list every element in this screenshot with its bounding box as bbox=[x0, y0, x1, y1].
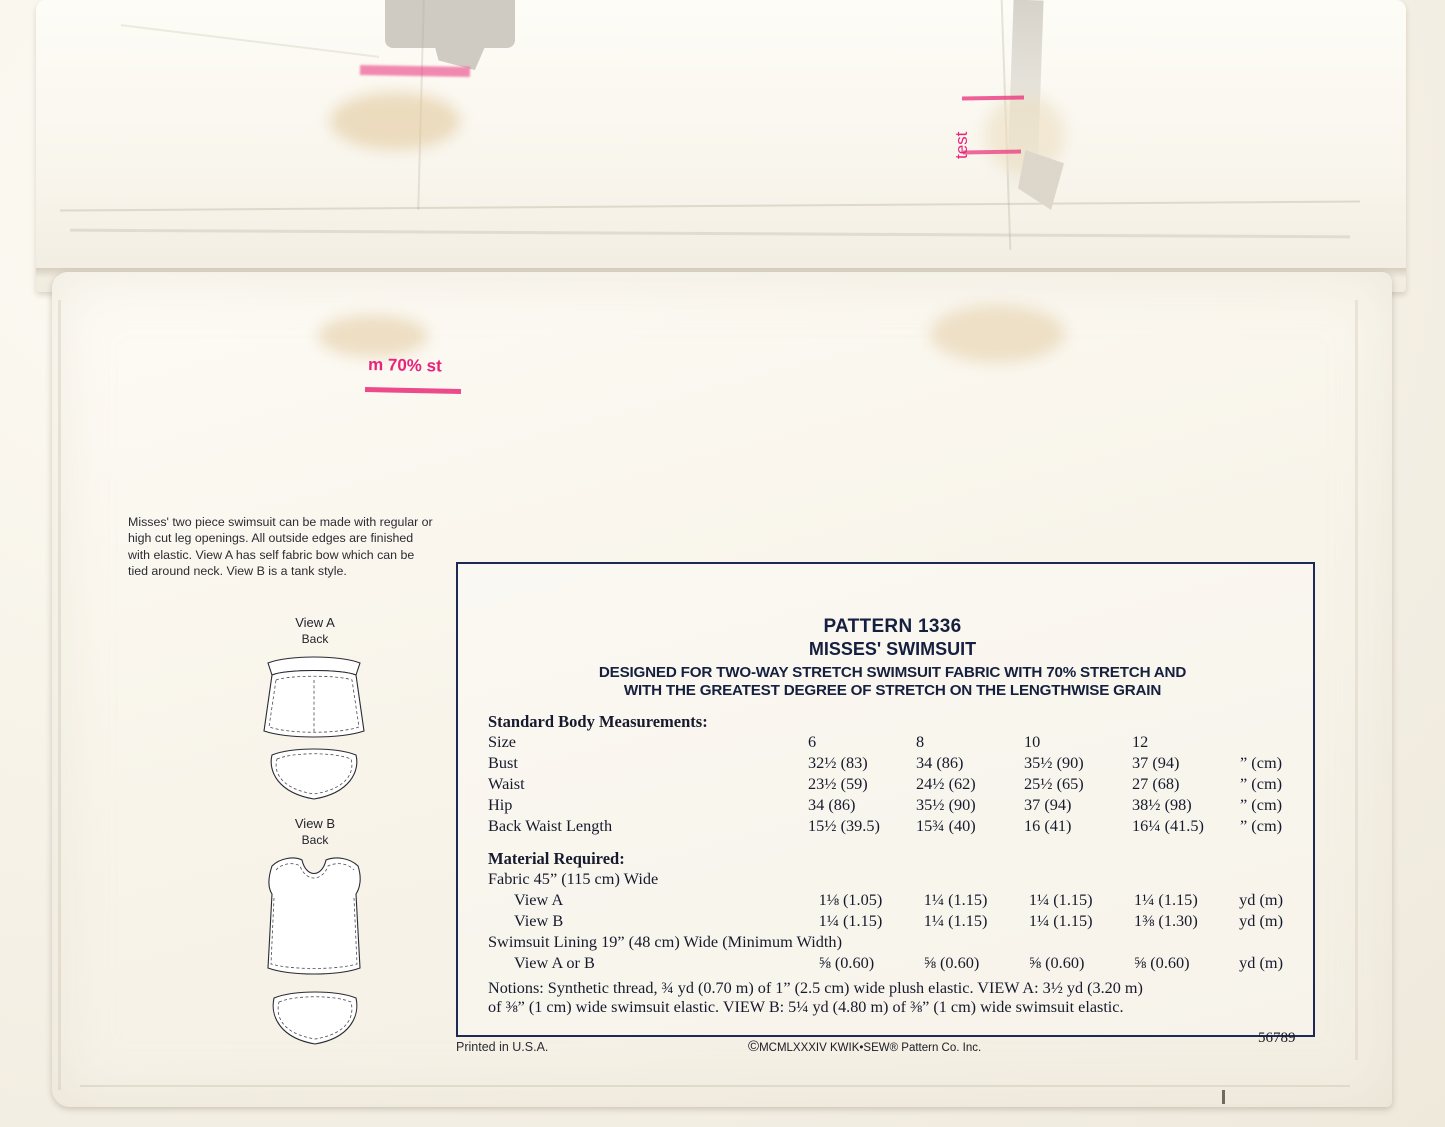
measurements-table bbox=[488, 732, 1283, 837]
row-label: Hip bbox=[488, 795, 513, 814]
view-a-drawing bbox=[210, 647, 420, 807]
table-row bbox=[488, 953, 1283, 974]
table-row bbox=[488, 932, 1283, 953]
cell: 23½ (59) bbox=[808, 774, 868, 793]
crease bbox=[80, 1085, 1350, 1087]
cell: 1¼ (1.15) bbox=[923, 890, 988, 909]
cell: 15¾ (40) bbox=[916, 816, 976, 835]
printed-in-usa: Printed in U.S.A. bbox=[456, 1040, 549, 1054]
cell: 1¼ (1.15) bbox=[1133, 890, 1198, 909]
crease bbox=[58, 300, 61, 1090]
cell: 34 (86) bbox=[808, 795, 856, 814]
stretch-stamp-text: m 70% st bbox=[367, 355, 442, 376]
view-a-sub: Back bbox=[301, 632, 329, 646]
cell: 1⅛ (1.05) bbox=[818, 890, 883, 909]
table-row-sizes bbox=[488, 732, 1283, 753]
garment-description: Misses' two piece swimsuit can be made with regular or high cut leg openings. All outside edges are finished with elastic. View A has self fabric bow which can be tied around neck. View B is a tank style. bbox=[128, 515, 433, 579]
size-8: 8 bbox=[916, 732, 925, 751]
size-unit bbox=[1240, 732, 1283, 753]
cell: 16 (41) bbox=[1024, 816, 1072, 835]
print-mark bbox=[1222, 1090, 1225, 1104]
row-label: Bust bbox=[488, 753, 518, 772]
cell: 1⅜ (1.30) bbox=[1133, 911, 1198, 930]
fabric-note-line-2: WITH THE GREATEST DEGREE OF STRETCH ON THE LENGTHWISE GRAIN bbox=[623, 682, 1162, 699]
cell: 37 (94) bbox=[1024, 795, 1072, 814]
table-row bbox=[488, 911, 1283, 932]
pink-stamp-fragment-text: test bbox=[952, 131, 971, 159]
cell: 15½ (39.5) bbox=[808, 816, 880, 835]
cell: 1¼ (1.15) bbox=[818, 911, 883, 930]
pink-ink-smear bbox=[360, 65, 470, 77]
size-6: 6 bbox=[808, 732, 817, 751]
view-b-label bbox=[210, 816, 420, 848]
row-unit: yd (m) bbox=[1239, 890, 1283, 909]
standard-measurements-heading: Standard Body Measurements: bbox=[488, 712, 708, 731]
cell: 1¼ (1.15) bbox=[923, 911, 988, 930]
cell: 1¼ (1.15) bbox=[1028, 911, 1093, 930]
row-label: View B bbox=[514, 911, 564, 930]
cell: 34 (86) bbox=[916, 753, 964, 772]
stain bbox=[930, 305, 1065, 363]
row-label: View A or B bbox=[514, 953, 595, 972]
size-12: 12 bbox=[1132, 732, 1149, 751]
cell: 35½ (90) bbox=[916, 795, 976, 814]
table-row bbox=[488, 890, 1283, 911]
notions-line-1: Notions: Synthetic thread, ¾ yd (0.70 m) of 1” (2.5 cm) wide plush elastic. VIEW A: 3½ yd (3.20 m) bbox=[488, 979, 1143, 997]
table-row bbox=[488, 816, 1283, 837]
table-row bbox=[488, 869, 1283, 890]
row-unit: yd (m) bbox=[1239, 911, 1283, 930]
garment-title: MISSES' SWIMSUIT bbox=[808, 639, 977, 659]
table-row bbox=[488, 753, 1283, 774]
view-a-name: View A bbox=[295, 615, 335, 630]
view-b-drawing bbox=[210, 848, 420, 1068]
cell: ⅝ (0.60) bbox=[1028, 953, 1085, 972]
cell: 24½ (62) bbox=[916, 774, 976, 793]
cell: 27 (68) bbox=[1132, 774, 1180, 793]
cell: 38½ (98) bbox=[1132, 795, 1192, 814]
size-10: 10 bbox=[1024, 732, 1041, 751]
row-unit: ” (cm) bbox=[1240, 816, 1283, 835]
cell: ⅝ (0.60) bbox=[1133, 953, 1190, 972]
cell: ⅝ (0.60) bbox=[818, 953, 875, 972]
notions-line-2: of ⅜” (1 cm) wide swimsuit elastic. VIEW B: 5¼ yd (4.80 m) of ⅜” (1 cm) wide swimsuit elastic. bbox=[488, 998, 1124, 1016]
view-b-sub: Back bbox=[301, 833, 329, 847]
cell: 25½ (65) bbox=[1024, 774, 1084, 793]
row-unit: ” (cm) bbox=[1240, 753, 1283, 772]
cell: 35½ (90) bbox=[1024, 753, 1084, 772]
view-illustrations bbox=[210, 615, 420, 1073]
row-unit: yd (m) bbox=[1239, 953, 1283, 972]
catalog-number: 56789 bbox=[1258, 1030, 1296, 1046]
lining-width-label: Swimsuit Lining 19” (48 cm) Wide (Minimum Width) bbox=[488, 932, 842, 951]
table-row bbox=[488, 795, 1283, 816]
cell: 16¼ (41.5) bbox=[1132, 816, 1204, 835]
view-b-name: View B bbox=[294, 816, 336, 831]
row-label: Back Waist Length bbox=[488, 816, 613, 835]
cell: 37 (94) bbox=[1132, 753, 1180, 772]
table-row bbox=[488, 774, 1283, 795]
copyright-icon: © bbox=[748, 1038, 760, 1055]
size-label: Size bbox=[488, 732, 517, 751]
material-table bbox=[488, 869, 1283, 974]
envelope-flap bbox=[36, 0, 1406, 292]
row-unit: ” (cm) bbox=[1240, 774, 1283, 793]
cell: 1¼ (1.15) bbox=[1028, 890, 1093, 909]
fabric-note-line-1: DESIGNED FOR TWO-WAY STRETCH SWIMSUIT FABRIC WITH 70% STRETCH AND bbox=[598, 664, 1187, 681]
crease bbox=[1355, 300, 1358, 1060]
view-a-label bbox=[210, 615, 420, 647]
stain bbox=[318, 315, 428, 357]
material-required-heading: Material Required: bbox=[488, 849, 625, 868]
copyright-text: MCMLXXXIV KWIK•SEW® Pattern Co. Inc. bbox=[759, 1042, 982, 1054]
copyright-line bbox=[748, 1038, 981, 1055]
stain bbox=[330, 92, 460, 150]
cell: ⅝ (0.60) bbox=[923, 953, 980, 972]
row-label: View A bbox=[514, 890, 564, 909]
row-label: Waist bbox=[488, 774, 525, 793]
cell: 32½ (83) bbox=[808, 753, 868, 772]
pattern-info-box bbox=[456, 562, 1315, 1037]
row-unit: ” (cm) bbox=[1240, 795, 1283, 814]
pattern-number: PATTERN 1336 bbox=[823, 616, 962, 637]
fabric-width-label: Fabric 45” (115 cm) Wide bbox=[488, 869, 659, 888]
